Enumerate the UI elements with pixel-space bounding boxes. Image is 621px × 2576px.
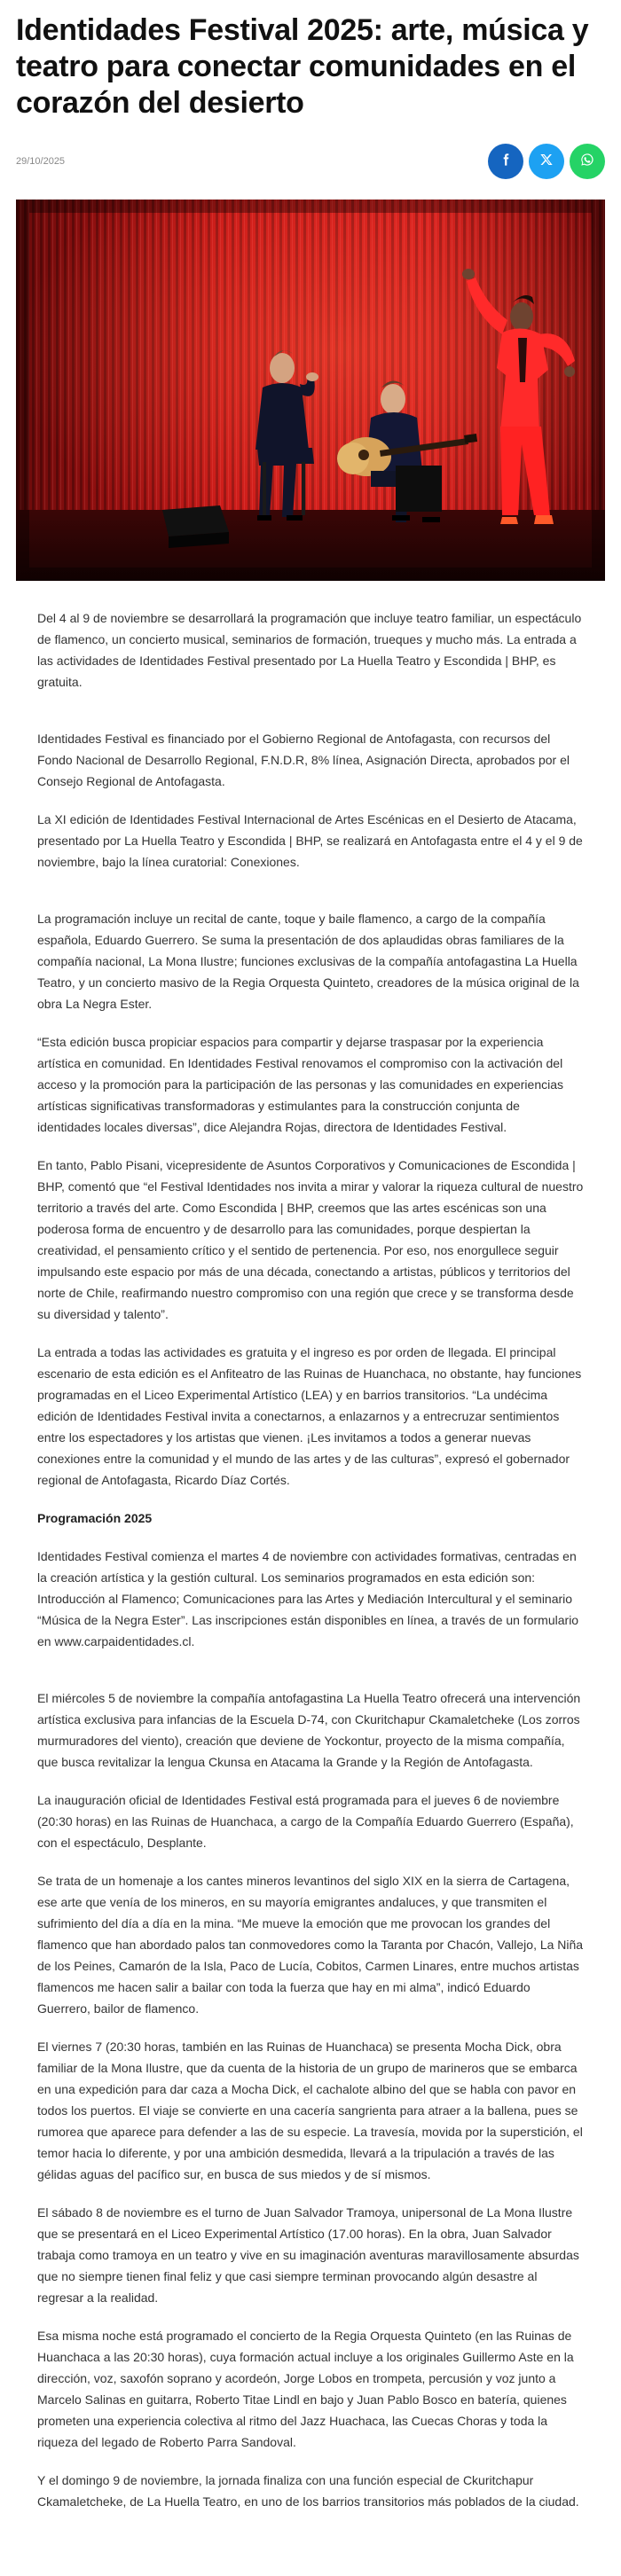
- section-heading-programacion: Programación 2025: [37, 1511, 153, 1525]
- paragraph-entrance: La entrada a todas las actividades es gratuita y el ingreso es por orden de llegada. El principal escenario de esta edición es el Anfiteatro de las Ruinas de Huanchaca, no obstante, hay funciones programadas en el Liceo Experimental Artístico (LEA) y en barrios transitorios. “La undécima edición de Identidades Festival invita a conectarnos, a enlazarnos y a entrecruzar sentimientos entre los espectadores y los artistas que vienen. ¡Les invitamos a todos a generar nuevas conexiones entre la comunidad y el mundo de las artes y de las culturas”, expresó el gobernador regional de Antofagasta, Ricardo Díaz Cortés.: [37, 1345, 582, 1487]
- article-title: Identidades Festival 2025: arte, música y teatro para conectar comunidades en el corazón del desierto: [16, 13, 589, 120]
- paragraph-program-inauguration: La inauguración oficial de Identidades Festival está programada para el jueves 6 de noviembre (20:30 horas) en las Ruinas de Huanchaca, a cargo de la Compañía Eduardo Guerrero (España), con el espectáculo, Desplante.: [37, 1793, 574, 1850]
- paragraph-financing: Identidades Festival es financiado por el Gobierno Regional de Antofagasta, con recursos del Fondo Nacional de Desarrollo Regional, F.N.D.R, 8% línea, Asignación Directa, aprobados por el Consejo Regional de Antofagasta.: [37, 732, 570, 788]
- share-buttons: [488, 144, 605, 179]
- share-whatsapp-button[interactable]: [570, 144, 605, 179]
- paragraph-programming: La programación incluye un recital de cante, toque y baile flamenco, a cargo de la compañía española, Eduardo Guerrero. Se suma la presentación de dos aplaudidas obras familiares de la compañía nacional, La Mona Ilustre; funciones exclusivas de la compañía antofagastina La Huella Teatro, y un concierto masivo de la Regia Orquesta Quinteto, creadores de la música original de la obra La Negra Ester.: [37, 912, 579, 1011]
- paragraph-program-sunday: Y el domingo 9 de noviembre, la jornada finaliza con una función especial de Ckuritchapur Ckamaletcheke, de La Huella Teatro, en uno de los barrios transitorios más poblados de la ciudad.: [37, 2473, 579, 2509]
- paragraph-program-wednesday: El miércoles 5 de noviembre la compañía antofagastina La Huella Teatro ofrecerá una intervención artística exclusiva para infancias de la Escuela D-74, con Ckuritchapur Ckamaletcheke (Los zorros murmuradores del viento), creación que deviene de Yockontur, proyecto de la misma compañía, que busca revitalizar la lengua Ckunsa en Atacama la Grande y la Región de Antofagasta.: [37, 1691, 581, 1769]
- share-x-button[interactable]: [529, 144, 564, 179]
- paragraph-edition: La XI edición de Identidades Festival Internacional de Artes Escénicas en el Desierto de Atacama, presentado por La Huella Teatro y Escondida | BHP, se realizará en Antofagasta entre el 4 y el 9 de noviembre, bajo la línea curatorial: Conexiones.: [37, 812, 583, 869]
- paragraph-program-homage: Se trata de un homenaje a los cantes mineros levantinos del siglo XIX en la sierra de Cartagena, ese arte que venía de los mineros, en su mayoría emigrantes andaluces, y que transmiten el sufrimiento del día a día en la mina. “Me mueve la emoción que me provocan los grandes del flamenco que han abordado palos tan conmovedores como la Taranta por Chacón, Vallejo, La Niña de los Peines, Camarón de la Isla, Paco de Lucía, Cobitos, Carmen Linares, entre muchos artistas flamencos me hacen salir a bailar con toda la fuerza que hay en mi alma”, indicó Eduardo Guerrero, bailor de flamenco.: [37, 1874, 584, 2016]
- article-body: [0, 581, 621, 2512]
- article-date: 29/10/2025: [16, 156, 66, 167]
- x-twitter-icon: [539, 153, 554, 171]
- paragraph-program-saturday: El sábado 8 de noviembre es el turno de Juan Salvador Tramoya, unipersonal de La Mona Ilustre que se presentará en el Liceo Experimental Artístico (17.00 horas). En la obra, Juan Salvador trabaja como tramoya en un teatro y vive en su imaginación aventuras maravillosamente absurdas que no siempre tienen final feliz y que casi siempre terminan provocando algún desastre al regresar a la realidad.: [37, 2205, 579, 2305]
- paragraph-program-friday: El viernes 7 (20:30 horas, también en las Ruinas de Huanchaca) se presenta Mocha Dick, obra familiar de la Mona Ilustre, que da cuenta de la historia de un grupo de marineros que se embarca en una expedición para dar caza a Mocha Dick, el cachalote albino del que se habla con pavor en todos los puertos. El viaje se convierte en una cacería sangrienta para atraer a la ballena, pues se rumorea que aparece para defender a las de su especie. La travesía, movida por la superstición, el temor hacia lo diferente, y por una ambición desmedida, llevará a la tripulación a través de las gélidas aguas del pacífico sur, en busca de sus miedos y de sí mismos.: [37, 2040, 583, 2181]
- paragraph-intro: Del 4 al 9 de noviembre se desarrollará la programación que incluye teatro familiar, un espectáculo de flamenco, un concierto musical, seminarios de formación, trueques y mucho más. La entrada a las actividades de Identidades Festival presentado por La Huella Teatro y Escondida | BHP, es gratuita.: [37, 611, 582, 689]
- article-header: [0, 0, 621, 180]
- flamenco-performance-photo: [16, 200, 605, 581]
- meta-row: [16, 143, 605, 180]
- paragraph-program-seminars: Identidades Festival comienza el martes 4 de noviembre con actividades formativas, centradas en la creación artística y la gestión cultural. Los seminarios programados en esta edición son: Introducción al Flamenco; Comunicaciones para las Artes y Mediación Intercultural y el seminario “Música de la Negra Ester”. Las inscripciones están disponibles en línea, a través de un formulario en www.carpaidentidades.cl.: [37, 1549, 579, 1648]
- whatsapp-icon: [580, 153, 594, 171]
- facebook-icon: [499, 153, 513, 171]
- paragraph-program-concert: Esa misma noche está programado el concierto de la Regia Orquesta Quinteto (en las Ruinas de Huanchaca a las 20:30 horas), cuya formación actual incluye a los originales Guillermo Aste en la dirección, voz, saxofón soprano y acordeón, Jorge Lobos en trompeta, percusión y voz junto a Marcelo Salinas en guitarra, Roberto Titae Lindl en bajo y Juan Pablo Bosco en batería, quienes prometen una experiencia colectiva al ritmo del Jazz Huachaca, las Cuecas Choras y toda la riqueza del legado de Roberto Parra Sandoval.: [37, 2329, 574, 2449]
- share-facebook-button[interactable]: [488, 144, 523, 179]
- paragraph-quote-director: “Esta edición busca propiciar espacios para compartir y dejarse traspasar por la experiencia artística en comunidad. En Identidades Festival renovamos el compromiso con la activación del acceso y la promoción para la participación de las personas y las comunidades en experiencias artísticas significativas transformadoras y estimulantes para la construcción conjunta de identidades locales diversas”, dice Alejandra Rojas, directora de Identidades Festival.: [37, 1035, 563, 1134]
- hero-image: [16, 200, 605, 581]
- paragraph-quote-bhp: En tanto, Pablo Pisani, vicepresidente de Asuntos Corporativos y Comunicaciones de Escondida | BHP, comentó que “el Festival Identidades nos invita a mirar y valorar la riqueza cultural de nuestro territorio a través del arte. Como Escondida | BHP, creemos que las artes escénicas son una poderosa forma de encuentro y de desarrollo para las comunidades, porque despiertan la creatividad, el pensamiento crítico y el sentido de pertenencia. Por eso, nos enorgullece seguir impulsando este espacio por más de una década, conectando a artistas, públicos y territorios del norte de Chile, reafirmando nuestro compromiso con una región que crece y se transforma desde su diversidad y talento”.: [37, 1158, 584, 1321]
